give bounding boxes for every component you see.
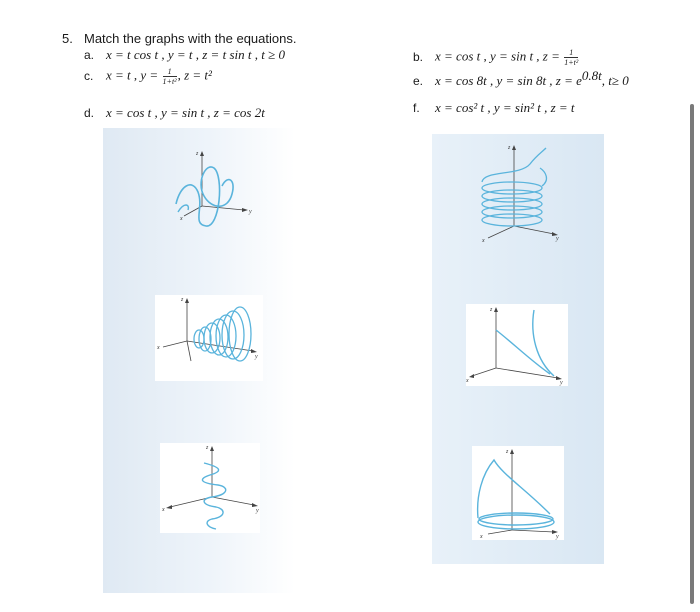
equation-c-fraction	[163, 67, 177, 86]
equation-c-numerator: 1	[163, 67, 177, 77]
question-title: Match the graphs with the equations.	[84, 31, 297, 46]
equation-a-text: x = t cos t , y = t , z = t sin t , t ≥ 0	[106, 47, 285, 62]
axis-x-label: x	[180, 216, 183, 222]
axis-y-label: y	[255, 354, 258, 360]
axis-z-label: z	[181, 297, 184, 303]
axis-y-label: y	[560, 380, 563, 386]
axis-y-label: y	[249, 209, 252, 215]
axis-z-label: z	[508, 145, 511, 151]
equation-d-text: x = cos t , y = sin t , z = cos 2t	[106, 105, 265, 120]
equation-e	[413, 68, 629, 89]
axis-z-label: z	[206, 445, 209, 451]
graph-right-2	[466, 304, 568, 386]
axis-z-label: z	[490, 307, 493, 313]
equation-d	[84, 105, 265, 121]
axis-y-label: y	[556, 236, 559, 242]
graph-right-1	[470, 142, 566, 246]
equation-b-numerator: 1	[564, 48, 578, 58]
equation-c-text: x = t , y =	[106, 67, 159, 83]
graph-left-2	[155, 295, 263, 381]
equation-b-denominator: 1+t²	[564, 58, 579, 67]
axis-x-label: x	[482, 238, 485, 244]
vertical-scrollbar[interactable]	[690, 104, 694, 604]
equation-f	[413, 100, 575, 116]
graph-left-3	[160, 443, 260, 533]
equation-b-text: x = cos t , y = sin t , z =	[435, 48, 560, 64]
graph-right-3	[472, 446, 564, 540]
axis-z-label: z	[506, 449, 509, 455]
equation-b-label: b.	[413, 49, 424, 64]
equation-e-text: x = cos 8t , y = sin 8t , z = e	[435, 73, 582, 88]
axis-z-label: z	[196, 151, 199, 157]
equation-e-label: e.	[413, 74, 424, 88]
equation-e-text-2: , t≥ 0	[601, 73, 629, 88]
axis-x-label: x	[162, 507, 165, 513]
equation-c-label: c.	[84, 68, 94, 83]
equation-a-label: a.	[84, 48, 95, 62]
equation-c	[84, 67, 212, 86]
equation-e-exponent: 0.8t	[581, 68, 602, 83]
question-number: 5.	[62, 31, 73, 46]
equation-a	[84, 47, 285, 63]
axis-y-label: y	[556, 534, 559, 540]
equation-c-denominator: 1+t²	[162, 77, 177, 86]
equation-c-text-2: , z = t²	[177, 67, 212, 83]
axis-x-label: x	[466, 378, 469, 384]
axis-y-label: y	[256, 508, 259, 514]
equation-b	[413, 48, 579, 67]
axis-x-label: x	[157, 345, 160, 351]
equation-b-fraction	[564, 48, 578, 67]
axis-x-label: x	[480, 534, 483, 540]
graph-left-1	[162, 146, 260, 238]
equation-f-text: x = cos² t , y = sin² t , z = t	[435, 100, 575, 115]
equation-f-label: f.	[413, 101, 420, 115]
equation-d-label: d.	[84, 106, 95, 120]
